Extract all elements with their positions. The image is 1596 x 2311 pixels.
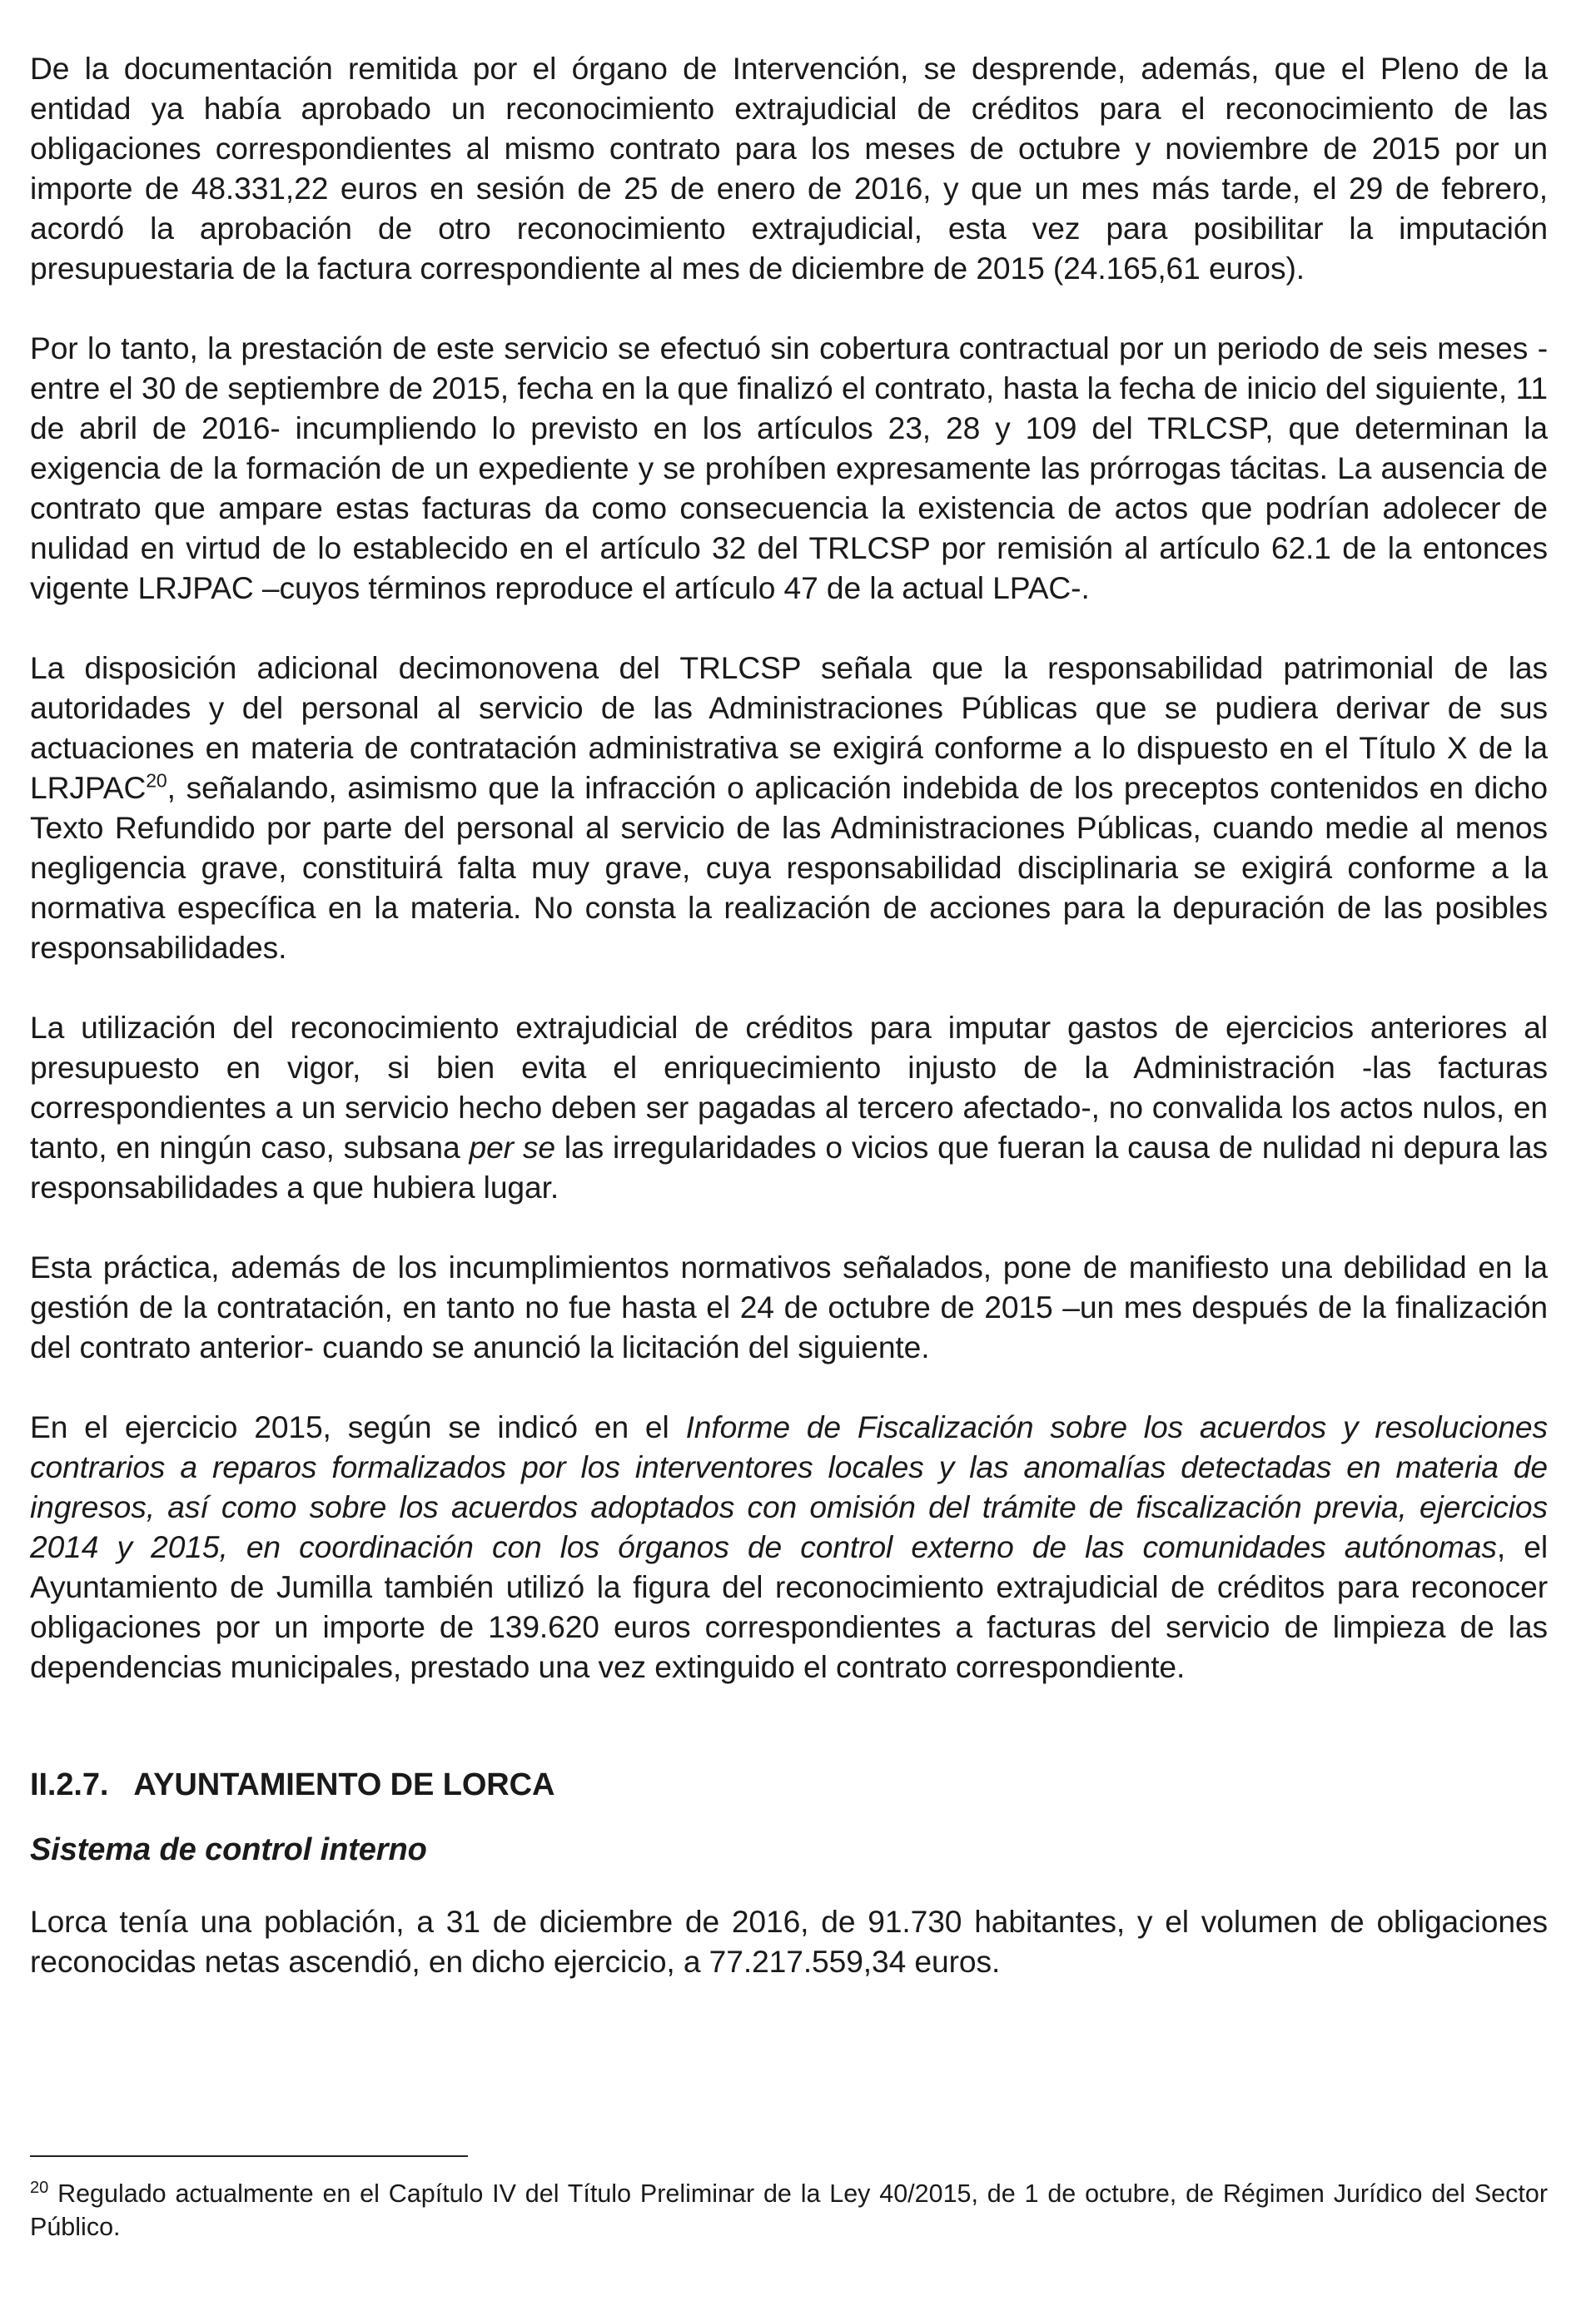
footnote — [30, 2177, 1548, 2244]
paragraph-5 — [30, 1247, 1548, 1367]
paragraph-text: Por lo tanto, la prestación de este servicio se efectuó sin cobertura contractual por un periodo de seis meses -entre el 30 de septiembre de 2015, fecha en la que finalizó el contrato, hasta la fecha de inicio del siguiente, 11 de abril de 2016- incumpliendo lo previsto en los artículos 23, 28 y 109 del TRLCSP, que determinan la exigencia de la formación de un expediente y se prohíben expresamente las prórrogas tácitas. La ausencia de contrato que ampare estas facturas da como consecuencia la existencia de actos que podrían adolecer de nulidad en virtud de lo establecido en el artículo 32 del TRLCSP por remisión al artículo 62.1 de la entonces vigente LRJPAC –cuyos términos reproduce el artículo 47 de la actual LPAC-. — [30, 330, 1548, 605]
paragraph-4 — [30, 1007, 1548, 1207]
paragraph-text: las irregularidades o vicios que fueran la causa de nulidad ni depura las responsabilidades a que hubiera lugar. — [30, 1130, 1548, 1205]
paragraph-2 — [30, 328, 1548, 608]
document-body — [30, 48, 1548, 2021]
paragraph-text: , señalando, asimismo que la infracción o aplicación indebida de los preceptos contenidos en dicho Texto Refundido por parte del personal al servicio de las Administraciones Públicas, cuando medie al menos negligencia grave, constituirá falta muy grave, cuya responsabilidad disciplinaria se exigirá conforme a la normativa específica en la materia. No consta la realización de acciones para la depuración de las posibles responsabilidades. — [30, 770, 1548, 965]
paragraph-1 — [30, 48, 1548, 288]
paragraph-text: , el Ayuntamiento de Jumilla también utilizó la figura del reconocimiento extrajudicial de créditos para reconocer obligaciones por un importe de 139.620 euros correspondientes a facturas del servicio de limpieza de las dependencias municipales, prestado una vez extinguido el contrato correspondiente. — [30, 1529, 1548, 1684]
subsection-heading: Sistema de control interno — [30, 1832, 427, 1867]
paragraph-text: En el ejercicio 2015, según se indicó en el — [30, 1409, 686, 1444]
footnote-separator — [30, 2155, 468, 2157]
section-heading: II.2.7. AYUNTAMIENTO DE LORCA — [30, 1767, 555, 1802]
paragraph-text: Esta práctica, además de los incumplimientos normativos señalados, pone de manifiesto una debilidad en la gestión de la contratación, en tanto no fue hasta el 24 de octubre de 2015 –un mes después de la finalización del contrato anterior- cuando se anunció la licitación del siguiente. — [30, 1250, 1548, 1364]
footnote-reference[interactable]: 20 — [146, 769, 167, 792]
footnote-text: Regulado actualmente en el Capítulo IV del Título Preliminar de la Ley 40/2015, de 1 de octubre, de Régimen Jurídico del Sector Público. — [30, 2179, 1548, 2241]
paragraph-6 — [30, 1407, 1548, 1687]
paragraph-text: La utilización del reconocimiento extrajudicial de créditos para imputar gastos de ejercicios anteriores al presupuesto en vigor, si bien evita el enriquecimiento injusto de la Administración -las facturas correspondientes a un servicio hecho deben ser pagadas al tercero afectado-, no convalida los actos nulos, en tanto, en ningún caso, subsana — [30, 1010, 1548, 1165]
paragraph-text: La disposición adicional decimonovena del TRLCSP señala que la responsabilidad patrimonial de las autoridades y del personal al servicio de las Administraciones Públicas que se pudiera derivar de sus actuaciones en materia de contratación administrativa se exigirá conforme a lo dispuesto en el Título X de la LRJPAC — [30, 650, 1548, 805]
paragraph-text: Lorca tenía una población, a 31 de diciembre de 2016, de 91.730 habitantes, y el volumen de obligaciones reconocidas netas ascendió, en dicho ejercicio, a 77.217.559,34 euros. — [30, 1904, 1548, 1979]
report-title-italic: Informe de Fiscalización sobre los acuerdos y resoluciones contrarios a reparos formalizados por los interventores locales y las anomalías detectadas en materia de ingresos, así como sobre los acuerdos adoptados con omisión del trámite de fiscalización previa, ejercicios 2014 y 2015, en coordinación con los órganos de control externo de las comunidades autónomas — [30, 1409, 1549, 1564]
paragraph-text: De la documentación remitida por el órgano de Intervención, se desprende, además, que el Pleno de la entidad ya había aprobado un reconocimiento extrajudicial de créditos para el reconocimiento de las obligaciones correspondientes al mismo contrato para los meses de octubre y noviembre de 2015 por un importe de 48.331,22 euros en sesión de 25 de enero de 2016, y que un mes más tarde, el 29 de febrero, acordó la aprobación de otro reconocimiento extrajudicial, esta vez para posibilitar la imputación presupuestaria de la factura correspondiente al mes de diciembre de 2015 (24.165,61 euros). — [30, 51, 1548, 286]
section-spacer — [30, 1727, 1548, 1765]
paragraph-3 — [30, 648, 1548, 967]
italic-term: per se — [469, 1130, 555, 1165]
footnote-number: 20 — [30, 2178, 49, 2197]
paragraph-7 — [30, 1901, 1548, 1981]
